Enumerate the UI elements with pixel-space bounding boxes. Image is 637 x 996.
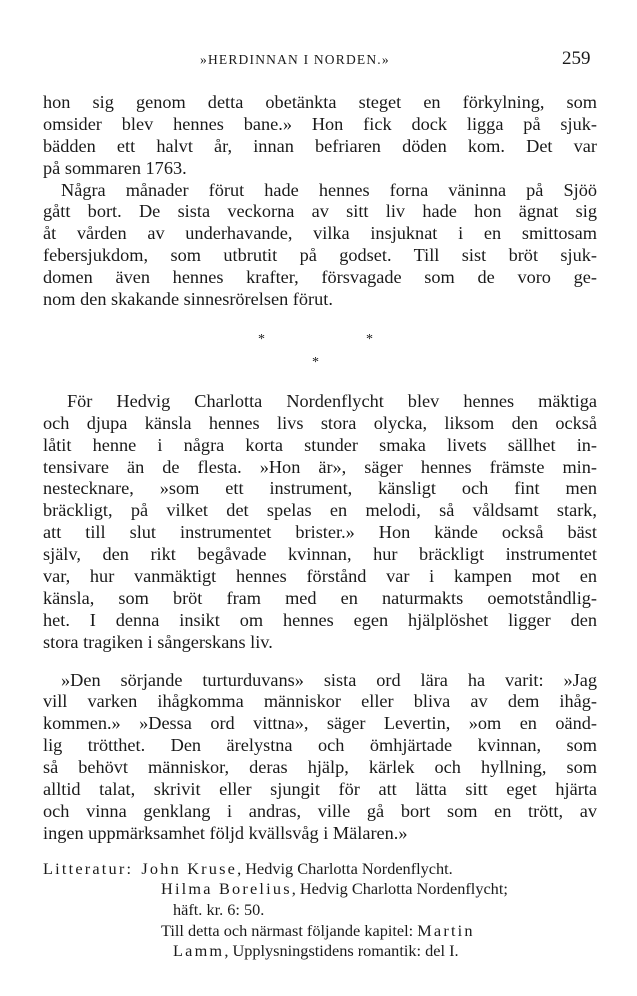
entry-title: , Hedvig Charlotta Nordenflycht. bbox=[237, 858, 453, 878]
asterisk: * bbox=[258, 331, 265, 347]
text-line: kommen.» »Dessa ord vittna», säger Levertin, »om en oänd- bbox=[43, 713, 597, 734]
paragraph bbox=[43, 670, 597, 845]
paragraph bbox=[43, 180, 597, 311]
running-head: »HERDINNAN I NORDEN.» bbox=[200, 52, 390, 67]
author-name: Martin bbox=[417, 920, 475, 940]
section-separator bbox=[43, 329, 597, 375]
paragraph bbox=[43, 391, 597, 654]
author-name: Lamm bbox=[173, 941, 225, 961]
text-line: För Hedvig Charlotta Nordenflycht blev hennes mäktiga bbox=[67, 390, 597, 411]
text-line: lig trötthet. Den ärelystna och ömhjärtade kvinnan, som bbox=[43, 735, 597, 756]
text-line: nom den skakande sinnesrörelsen förut. bbox=[43, 289, 333, 310]
asterisk: * bbox=[312, 354, 319, 370]
literature-section bbox=[43, 859, 597, 962]
text-line: åt vården av underhavande, vilka insjuknat i en smittosam bbox=[43, 223, 597, 244]
text-line: hon sig genom detta obetänkta steget en förkylning, som bbox=[43, 92, 597, 112]
text-line: var, hur vanmäktigt hennes förstånd var i kampen mot en bbox=[43, 566, 597, 587]
text-line: stora tragiken i sångerskans liv. bbox=[43, 631, 273, 652]
text-line: »Den sörjande turturduvans» sista ord lära ha varit: »Jag bbox=[61, 669, 597, 690]
page-number: 259 bbox=[562, 48, 591, 69]
text-line: omsider blev hennes bane.» Hon fick dock ligga på sjuk- bbox=[43, 113, 597, 134]
text-line: alltid talat, skrivit eller sjungit för att lätta sitt eget hjärta bbox=[43, 779, 597, 800]
text-line: bädden ett halvt år, innan befriaren döden kom. Det var bbox=[43, 135, 597, 156]
text-line: och vinna genklang i andras, ville gå bort som en trött, av bbox=[43, 800, 597, 821]
literature-entry-continuation: häft. kr. 6: 50. bbox=[173, 899, 265, 919]
entry-title: , Upplysningstidens romantik: del I. bbox=[224, 941, 459, 961]
text-line: nestecknare, »som ett instrument, känsligt och fint men bbox=[43, 478, 597, 499]
text-line: känsla, som bröt fram med en naturmakts oemotståndlig- bbox=[43, 587, 597, 608]
text-line: vill varken ihågkomma människor eller bliva av dem ihåg- bbox=[43, 691, 597, 712]
text-line: febersjukdom, som utbrutit på godset. Till sist bröt sjuk- bbox=[43, 245, 597, 266]
text-line: själv, den rikt begåvade kvinnan, hur bräckligt instrumentet bbox=[43, 544, 597, 565]
text-line: tensivare än de flesta. »Hon är», säger hennes främste min- bbox=[43, 456, 597, 477]
text-line: att till slut instrumentet brister.» Hon kände också bäst bbox=[43, 522, 597, 543]
literature-entry bbox=[43, 879, 597, 900]
body-text bbox=[43, 92, 597, 962]
literature-label: Litteratur: bbox=[43, 858, 134, 878]
text-line: gått bort. De sista veckorna av sitt liv hade hon ägnat sig bbox=[43, 201, 597, 222]
asterisk: * bbox=[366, 331, 373, 347]
text-line: domen även hennes krafter, försvagade som de voro ge- bbox=[43, 267, 597, 288]
text-line: het. I denna insikt om hennes egen hjälplöshet ligger den bbox=[43, 609, 597, 630]
text-line: Några månader förut hade hennes forna väninna på Sjöö bbox=[61, 179, 597, 200]
page-header bbox=[0, 48, 637, 72]
text-line: och djupa känsla hennes livs stora olycka, liksom den också bbox=[43, 412, 597, 433]
text-line: bräckligt, på vilket det spelas en melodi, så våldsamt stark, bbox=[43, 500, 597, 521]
entry-prefix: Till detta och närmast följande kapitel: bbox=[161, 920, 418, 940]
author-name: Hilma Borelius bbox=[161, 879, 292, 899]
literature-entry bbox=[43, 921, 597, 942]
literature-entry-continuation bbox=[43, 941, 597, 962]
text-line: låtit henne i några korta stunder smaka livets sällhet in- bbox=[43, 434, 597, 455]
literature-entry bbox=[43, 859, 597, 880]
author-name: John Kruse bbox=[141, 858, 238, 878]
text-line: ingen uppmärksamhet följd kvällsvåg i Mälaren.» bbox=[43, 822, 408, 843]
entry-title: , Hedvig Charlotta Nordenflycht; bbox=[291, 879, 508, 899]
text-line: så behövt människor, deras hjälp, kärlek och hyllning, som bbox=[43, 757, 597, 778]
text-line: på sommaren 1763. bbox=[43, 157, 187, 178]
paragraph bbox=[43, 92, 597, 180]
